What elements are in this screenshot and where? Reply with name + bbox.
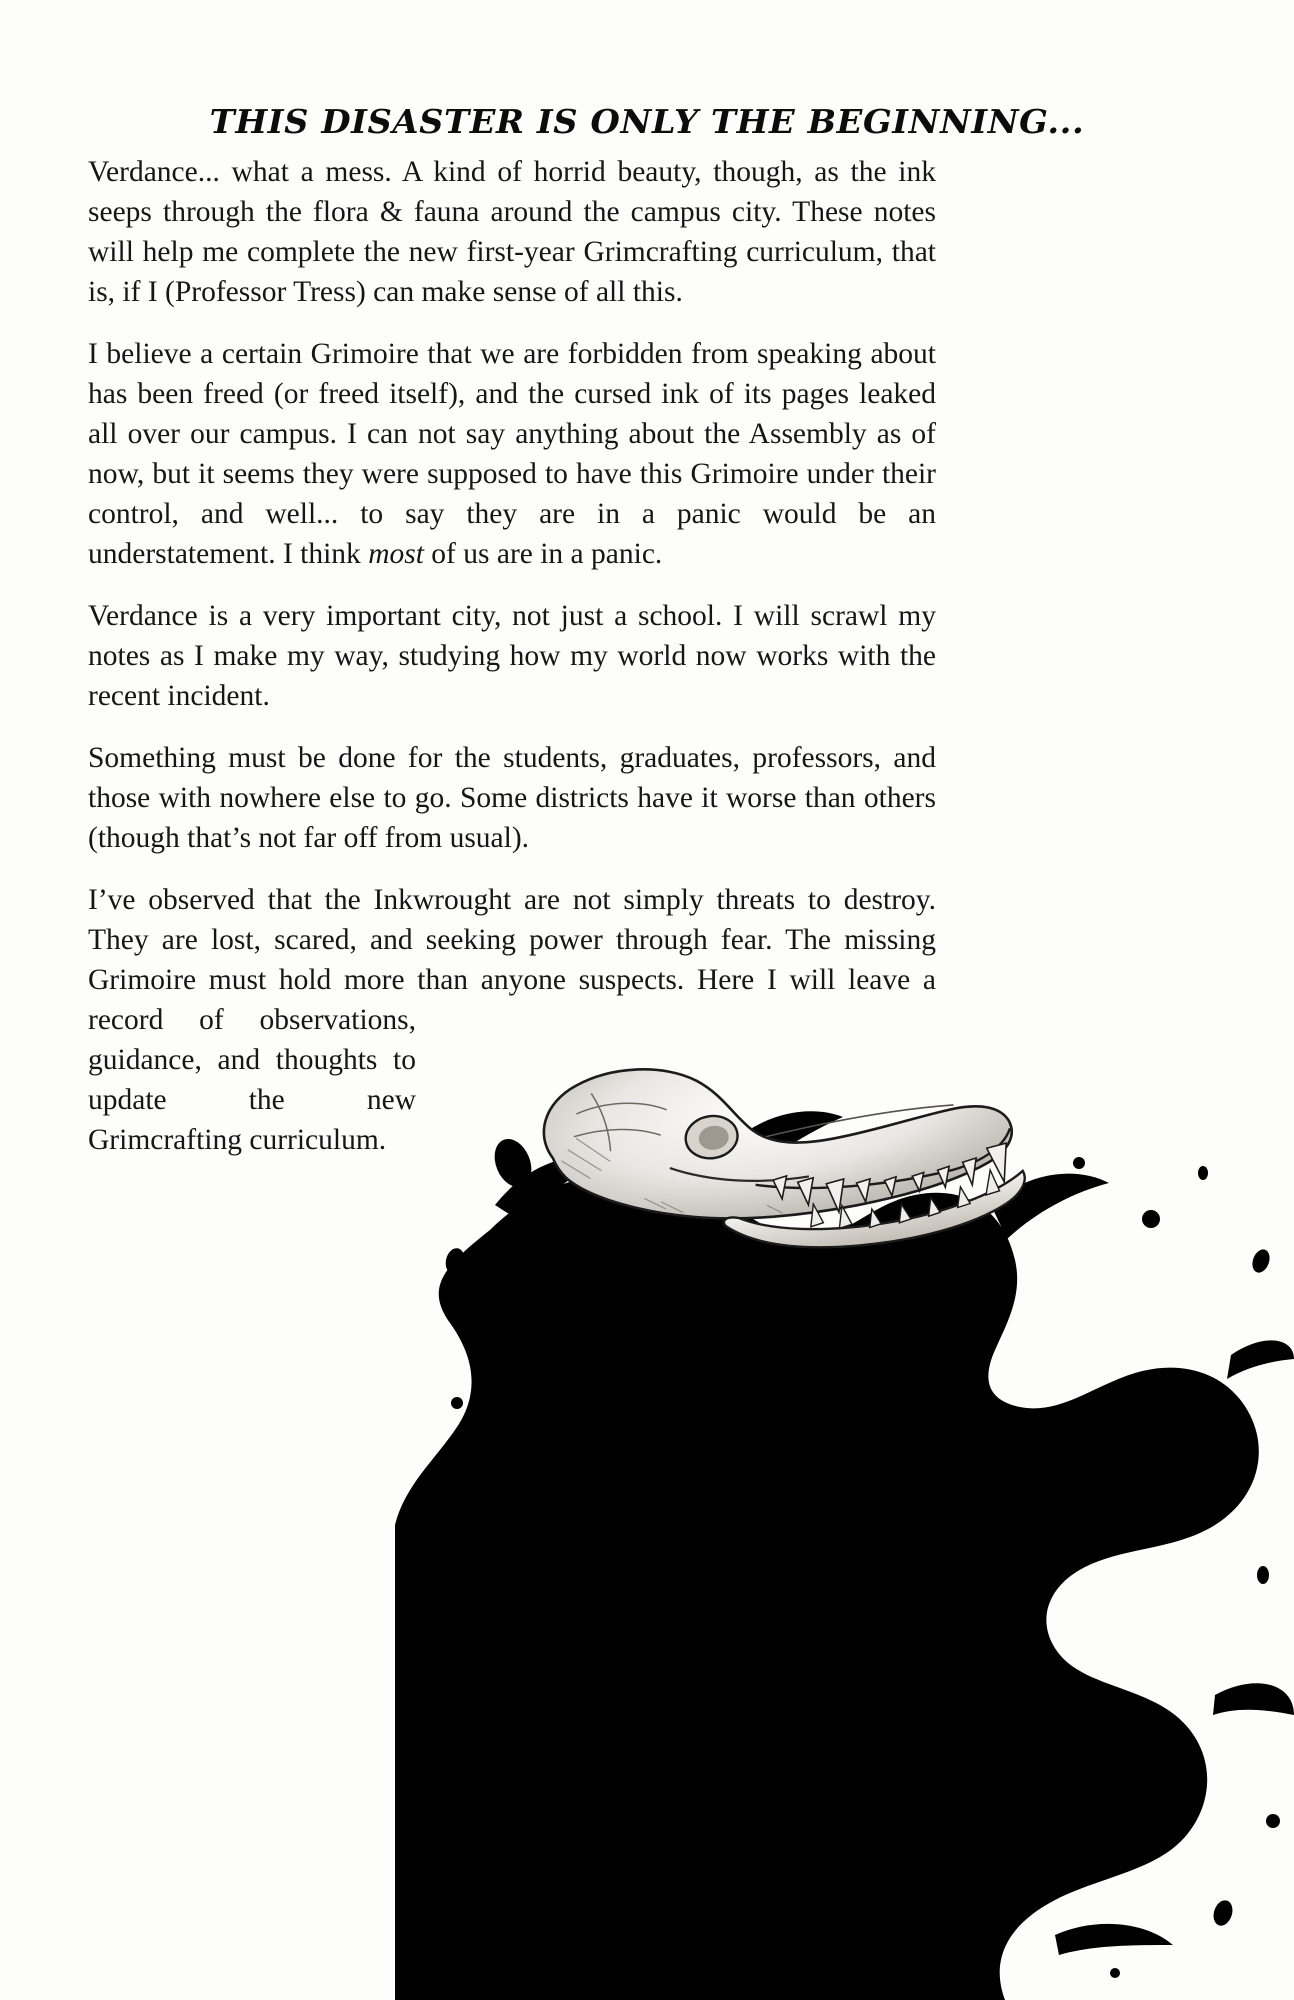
page-title: THIS DISASTER IS ONLY THE BEGINNING... [209, 102, 1085, 142]
paragraph-5-text: I’ve observed that the Inkwrought are not simply threats to destroy. They are lost, scared, and seeking power through fear. The missing Grimoire must hold more than anyone suspects. Here I will leave a record of observations, guidance, and thoughts to update the new Grimcrafting curriculum. [88, 884, 936, 1156]
paragraph-5 [88, 880, 936, 1160]
skull-mandible [723, 1171, 1031, 1267]
paragraph-2 [88, 334, 936, 574]
ink-splatter-mass [395, 1173, 1259, 2000]
paragraph-3: Verdance is a very important city, not just a school. I will scrawl my notes as I make my way, studying how my world now works with the recent incident. [88, 600, 936, 712]
paragraph-2-part-b: of us are in a panic. [423, 538, 663, 570]
ink-droplets [421, 1107, 1280, 1978]
paragraph-1: Verdance... what a mess. A kind of horrid beauty, though, as the ink seeps through the flora & fauna around the campus city. These notes will help me complete the new first-year Grimcrafting curriculum, that is, if I (Professor Tress) can make sense of all this. [88, 156, 936, 308]
ink-tendrils [401, 1111, 1294, 1955]
paragraph-2-part-a: I believe a certain Grimoire that we are forbidden from speaking about has been freed (or freed itself), and the cursed ink of its pages leaked all over our campus. I can not say anything about the Assembly as of now, but it seems they were supposed to have this Grimoire under their control, and well... to say they are in a panic would be an understatement. I think [88, 338, 936, 570]
paragraph-4: Something must be done for the students, graduates, professors, and those with nowhere else to go. Some districts have it worse than others (though that’s not far off from usual). [88, 742, 936, 854]
body-text-column [88, 152, 936, 1180]
paragraph-2-emphasis: most [368, 538, 424, 570]
ink-splatter-skull-illustration [395, 1055, 1294, 2000]
